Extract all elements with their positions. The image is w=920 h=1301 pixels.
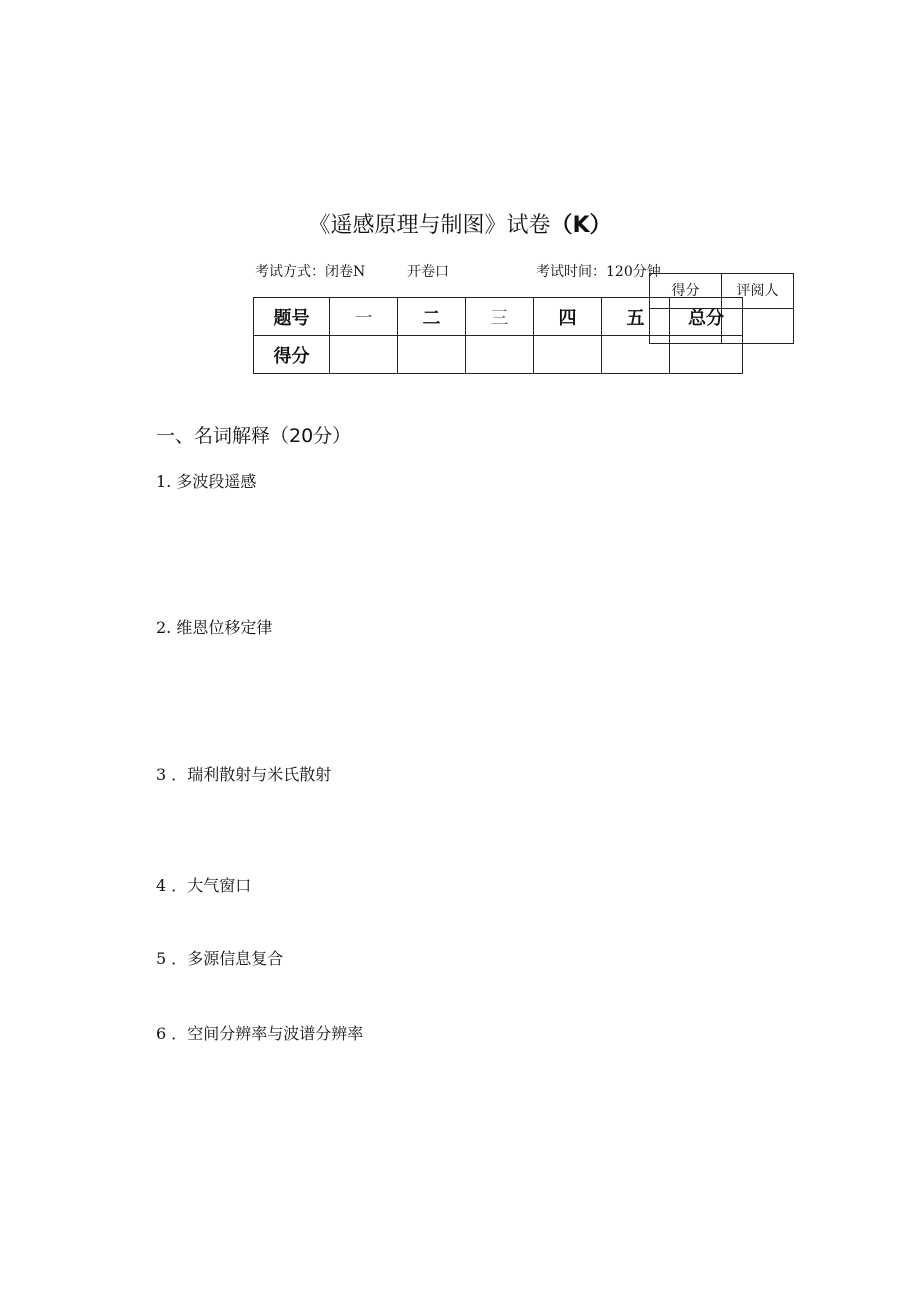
score-cell	[534, 336, 602, 374]
grader-table	[649, 273, 794, 344]
question-number-label: 题号	[254, 298, 330, 336]
grader-score-label: 得分	[650, 274, 722, 309]
question-6: 6 ．空间分辨率与波谱分辨率	[156, 1024, 364, 1043]
grader-name-label: 评阅人	[722, 274, 794, 309]
total-score-header: 总分	[670, 298, 743, 336]
question-3: 3 ．瑞利散射与米氏散射	[156, 765, 332, 784]
score-cell	[466, 336, 534, 374]
exam-mode-label: 考试方式：闭卷N	[255, 264, 366, 280]
column-3-header: 三	[466, 298, 534, 336]
score-row-label: 得分	[254, 336, 330, 374]
column-2-header: 二	[398, 298, 466, 336]
exam-title	[0, 208, 920, 239]
question-2: 2. 维恩位移定律	[156, 618, 273, 637]
score-cell	[398, 336, 466, 374]
score-cell	[330, 336, 398, 374]
exam-title-main: 《遥感原理与制图》试卷	[308, 213, 551, 238]
column-1-header: 一	[330, 298, 398, 336]
column-4-header: 四	[534, 298, 602, 336]
open-book-label: 开卷口	[407, 264, 449, 280]
exam-time-label: 考试时间：120分钟	[536, 264, 661, 280]
exam-title-version: （K）	[550, 213, 612, 238]
grader-name-cell	[722, 309, 794, 344]
column-5-header: 五	[602, 298, 670, 336]
question-1: 1. 多波段遥感	[156, 472, 257, 491]
question-5: 5 ．多源信息复合	[156, 949, 284, 968]
grader-score-cell	[650, 309, 722, 344]
question-4: 4 ．大气窗口	[156, 876, 252, 895]
section-title: 一、名词解释（20分）	[156, 425, 352, 447]
